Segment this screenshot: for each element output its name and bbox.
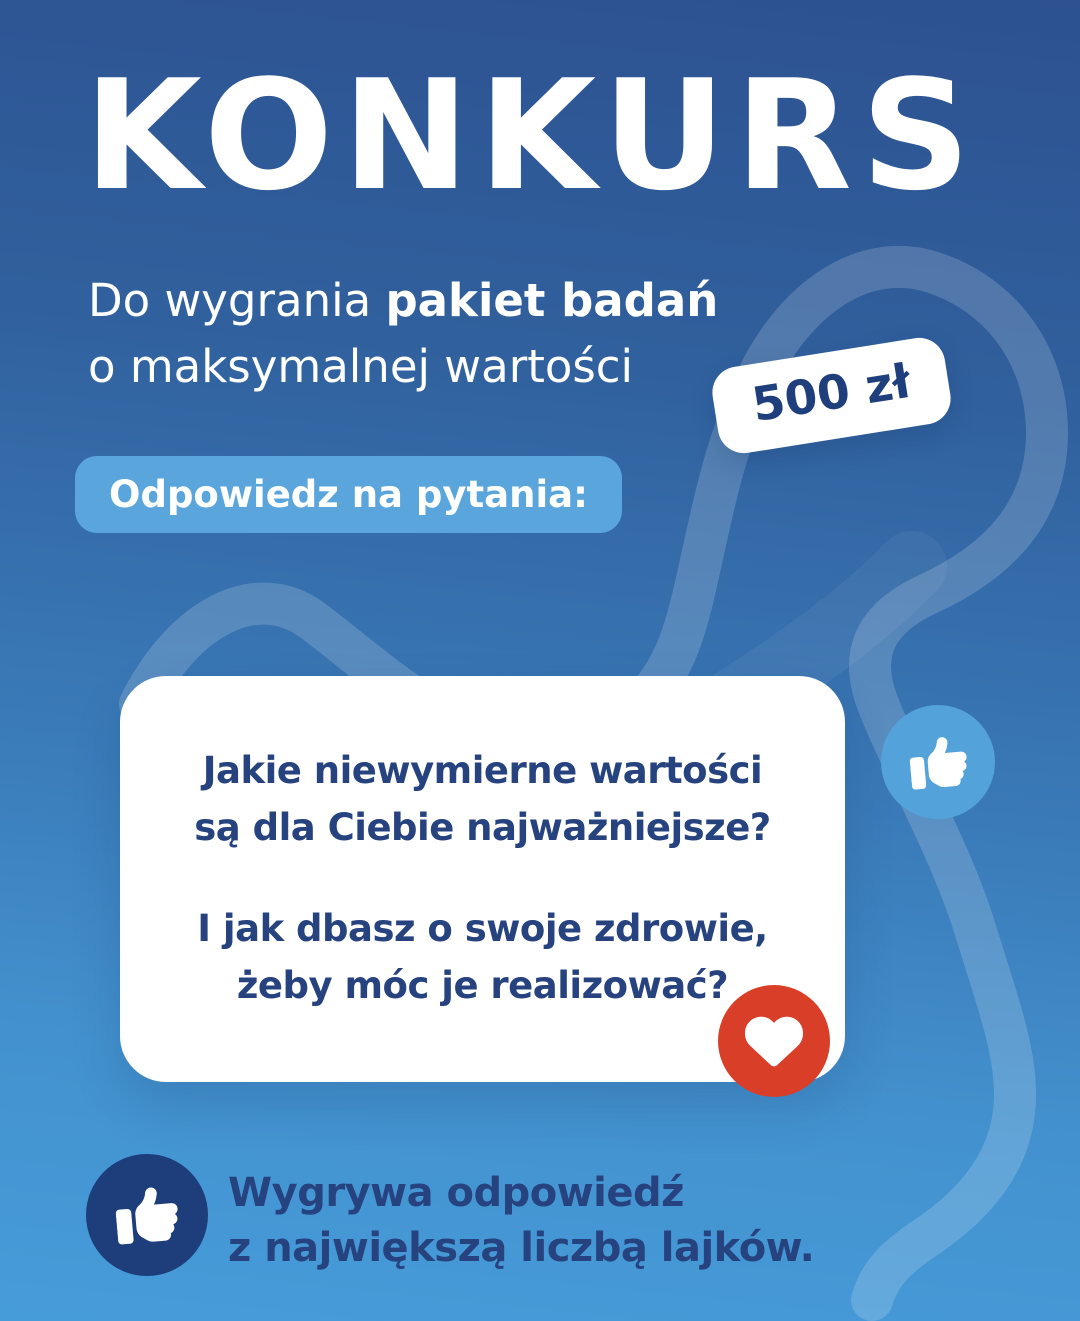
heart-badge	[718, 985, 830, 1097]
question1-line1: Jakie niewymierne wartości	[202, 749, 763, 792]
prize-line2: o maksymalnej wartości	[88, 340, 634, 393]
question1-line2: są dla Ciebie najważniejsze?	[194, 806, 771, 849]
cta-pill	[75, 456, 622, 533]
like-badge-light	[881, 705, 995, 819]
footer-line2: z największą liczbą lajków.	[228, 1225, 815, 1271]
footer-note	[228, 1166, 814, 1276]
question2-line1: I jak dbasz o swoje zdrowie,	[197, 907, 768, 950]
prize-highlight: pakiet badań	[385, 274, 719, 327]
like-badge-dark	[86, 1154, 208, 1276]
prize-description	[88, 268, 718, 400]
cta-label: Odpowiedz na pytania:	[109, 473, 588, 516]
poster-title: KONKURS	[84, 47, 980, 224]
question2-line2: żeby móc je realizować?	[236, 964, 729, 1007]
thumbs-up-icon	[907, 731, 969, 793]
prize-lead: Do wygrania	[88, 274, 386, 327]
footer-line1: Wygrywa odpowiedź	[228, 1170, 684, 1216]
thumbs-up-icon	[113, 1181, 180, 1248]
heart-icon	[745, 1012, 803, 1070]
prize-value-badge	[709, 334, 955, 457]
prize-line1	[88, 268, 718, 334]
prize-value-label: 500 zł	[748, 353, 915, 434]
